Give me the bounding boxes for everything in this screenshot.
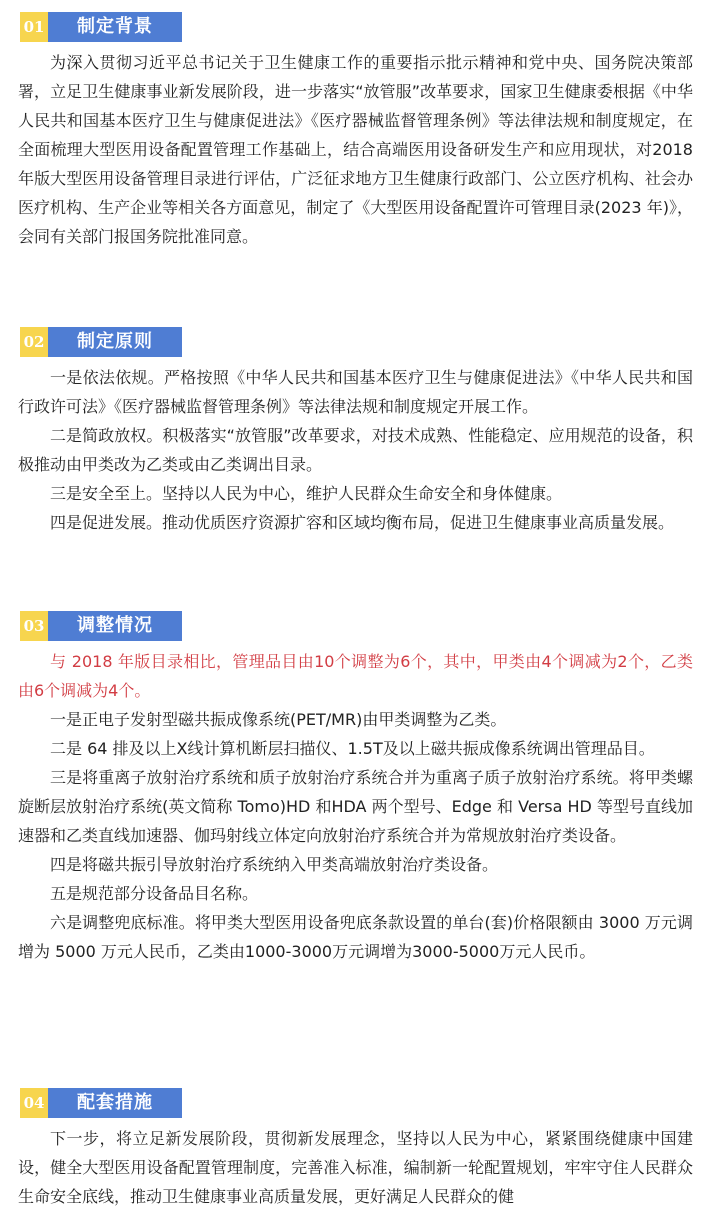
highlight-paragraph: 与 2018 年版目录相比，管理品目由10个调整为6个，其中，甲类由4个调减为2个，乙类由6个调减为4个。 [18,652,693,700]
section-title: 配套措施 [77,1092,153,1113]
section-number-badge: 04 [20,1088,48,1118]
section-body [18,647,693,966]
section-header [20,611,182,641]
paragraph: 下一步，将立足新发展阶段，贯彻新发展理念，坚持以人民为中心，紧紧围绕健康中国建设，健全大型医用设备配置管理制度，完善准入标准，编制新一轮配置规划，牢牢守住人民群众生命安全底线，推动卫生健康事业高质量发展，更好满足人民群众的健 [18,1129,693,1206]
section-supporting-measures [0,1088,711,1211]
section-header [20,12,182,42]
section-header [20,327,182,357]
paragraph: 一是依法依规。严格按照《中华人民共和国基本医疗卫生与健康促进法》《中华人民共和国行政许可法》《医疗器械监督管理条例》等法律法规和制度规定开展工作。 [18,368,693,416]
paragraph: 三是安全至上。坚持以人民为中心，维护人民群众生命安全和身体健康。 [50,484,563,503]
section-title: 制定背景 [77,16,153,37]
section-background [0,12,711,251]
section-number-badge: 01 [20,12,48,42]
section-title: 制定原则 [77,331,153,352]
section-principles [0,327,711,537]
section-number-badge: 03 [20,611,48,641]
paragraph: 六是调整兜底标准。将甲类大型医用设备兜底条款设置的单台(套)价格限额由 3000 万元调增为 5000 万元人民币，乙类由1000-3000万元调增为3000-5000万元人民币。 [18,913,693,961]
paragraph: 二是简政放权。积极落实“放管服”改革要求，对技术成熟、性能稳定、应用规范的设备，积极推动由甲类改为乙类或由乙类调出目录。 [18,426,693,474]
paragraph: 三是将重离子放射治疗系统和质子放射治疗系统合并为重离子质子放射治疗系统。将甲类螺旋断层放射治疗系统(英文简称 Tomo)HD 和HDA 两个型号、Edge 和 Versa HD 等型号直线加速器和乙类直线加速器、伽玛射线立体定向放射治疗系统合并为常规放射治疗类设备。 [18,768,693,845]
paragraph: 一是正电子发射型磁共振成像系统(PET/MR)由甲类调整为乙类。 [50,710,507,729]
paragraph: 二是 64 排及以上X线计算机断层扫描仪、1.5T及以上磁共振成像系统调出管理品目。 [50,739,655,758]
paragraph: 五是规范部分设备品目名称。 [50,884,259,903]
section-adjustments [0,611,711,966]
paragraph: 为深入贯彻习近平总书记关于卫生健康工作的重要指示批示精神和党中央、国务院决策部署，立足卫生健康事业新发展阶段，进一步落实“放管服”改革要求，国家卫生健康委根据《中华人民共和国基本医疗卫生与健康促进法》《医疗器械监督管理条例》等法律法规和制度规定，在全面梳理大型医用设备配置管理工作基础上，结合高端医用设备研发生产和应用现状，对2018 年版大型医用设备管理目录进行评估，广泛征求地方卫生健康行政部门、公立医疗机构、社会办医疗机构、生产企业等相关各方面意见，制定了《大型医用设备配置许可管理目录(2023 年)》，会同有关部门报国务院批准同意。 [18,53,693,246]
paragraph: 四是促进发展。推动优质医疗资源扩容和区域均衡布局，促进卫生健康事业高质量发展。 [50,513,675,532]
section-title-bar [48,1088,182,1118]
section-number-badge: 02 [20,327,48,357]
section-body [18,48,693,251]
section-title: 调整情况 [77,615,153,636]
paragraph: 四是将磁共振引导放射治疗系统纳入甲类高端放射治疗类设备。 [50,855,499,874]
section-body [18,1124,693,1211]
section-title-bar [48,611,182,641]
section-title-bar [48,12,182,42]
section-header [20,1088,182,1118]
section-title-bar [48,327,182,357]
section-body [18,363,693,537]
